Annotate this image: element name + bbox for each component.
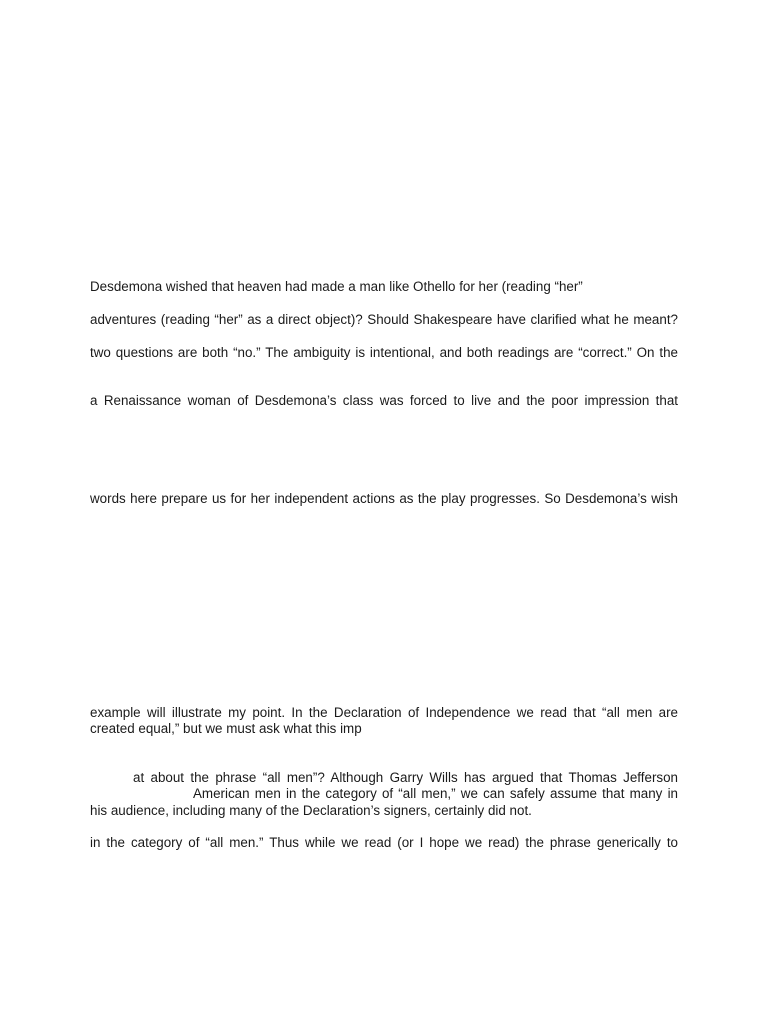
text-line: his audience, including many of the Declaration’s signers, certainly did not. bbox=[90, 803, 532, 818]
text-line: adventures (reading “her” as a direct object)? Should Shakespeare have clarified what he meant? bbox=[90, 312, 678, 327]
text-line: two questions are both “no.” The ambiguity is intentional, and both readings are “correct.” On the bbox=[90, 345, 678, 360]
text-line: at about the phrase “all men”? Although Garry Wills has argued that Thomas Jefferson bbox=[133, 770, 678, 785]
text-line: a Renaissance woman of Desdemona’s class was forced to live and the poor impression that bbox=[90, 393, 678, 408]
text-line: example will illustrate my point. In the Declaration of Independence we read that “all men are bbox=[90, 705, 678, 720]
text-line: in the category of “all men.” Thus while we read (or I hope we read) the phrase generically to bbox=[90, 835, 678, 850]
text-line: words here prepare us for her independent actions as the play progresses. So Desdemona’s wish bbox=[90, 491, 678, 506]
text-line: American men in the category of “all men,” we can safely assume that many in bbox=[193, 786, 678, 801]
text-line: created equal,” but we must ask what this imp bbox=[90, 721, 362, 736]
text-line: Desdemona wished that heaven had made a man like Othello for her (reading “her” bbox=[90, 279, 583, 294]
